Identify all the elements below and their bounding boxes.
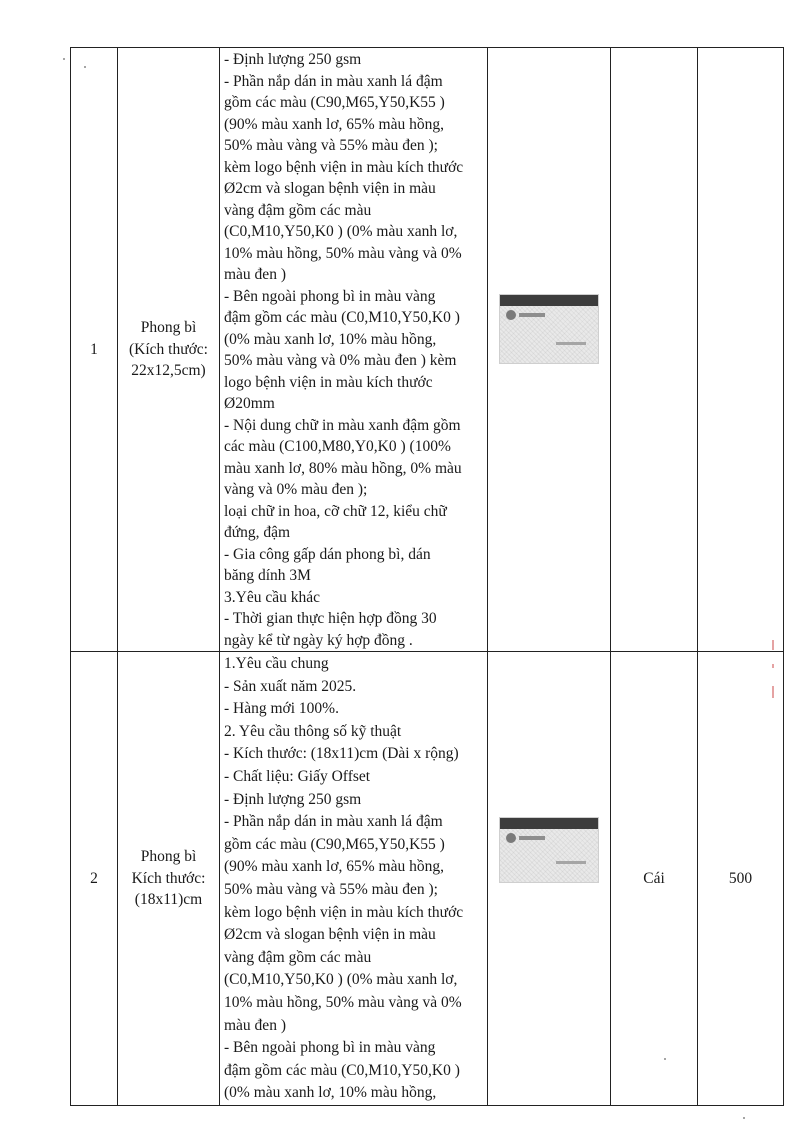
description-lines (224, 49, 483, 651)
item-name-line: Phong bì (140, 319, 197, 337)
scan-speck (84, 66, 86, 68)
description-line: vàng đậm gồm các màu (224, 948, 372, 966)
item-name-line: Phong bì (140, 848, 197, 866)
item-name-line: (18x11)cm (134, 891, 203, 909)
description-line: logo bệnh viện in màu kích thước (224, 373, 433, 391)
description-line: (0% màu xanh lơ, 10% màu hồng, (224, 1084, 437, 1102)
description-line: đứng, đậm (224, 524, 291, 541)
description-line: (C0,M10,Y50,K0 ) (0% màu xanh lơ, (224, 223, 458, 240)
description-line: - Phần nắp dán in màu xanh lá đậm (224, 813, 443, 831)
description-line: đậm gồm các màu (C0,M10,Y50,K0 ) (224, 309, 460, 326)
stt-cell: 2 (71, 652, 118, 1106)
description-line: loại chữ in hoa, cỡ chữ 12, kiểu chữ (224, 502, 447, 520)
description-line: - Bên ngoài phong bì in màu vàng (224, 287, 436, 305)
envelope-image (499, 294, 599, 364)
description-line: 10% màu hồng, 50% màu vàng và 0% (224, 244, 462, 262)
description-line: (0% màu xanh lơ, 10% màu hồng, (224, 330, 437, 348)
description-line: 50% màu vàng và 55% màu đen ); (224, 880, 438, 898)
scan-speck (63, 58, 65, 60)
description-cell (220, 48, 488, 652)
description-line: - Sản xuất năm 2025. (224, 677, 357, 695)
image-cell (488, 48, 611, 652)
quantity-cell: 500 (698, 652, 784, 1106)
description-line: 2. Yêu cầu thông số kỹ thuật (224, 722, 402, 740)
stt-cell: 1 (71, 48, 118, 652)
table-row (71, 48, 784, 652)
item-name-cell (118, 48, 220, 652)
description-line: các màu (C100,M80,Y0,K0 ) (100% (224, 438, 451, 455)
unit-cell (611, 48, 698, 652)
description-line: - Bên ngoài phong bì in màu vàng (224, 1039, 436, 1057)
description-cell (220, 652, 488, 1106)
description-line: (90% màu xanh lơ, 65% màu hồng, (224, 115, 444, 133)
scan-edge-mark (770, 640, 776, 710)
description-line: màu đen ) (224, 1016, 286, 1034)
scan-speck (743, 1117, 745, 1119)
description-line: - Hàng mới 100%. (224, 700, 339, 718)
scan-speck (664, 1058, 666, 1060)
unit-cell: Cái (611, 652, 698, 1106)
description-line: - Gia công gấp dán phong bì, dán (224, 545, 431, 563)
description-line: băng dính 3M (224, 567, 311, 584)
table-row (71, 652, 784, 1106)
description-line: gồm các màu (C90,M65,Y50,K55 ) (224, 94, 445, 111)
description-line: 10% màu hồng, 50% màu vàng và 0% (224, 993, 462, 1011)
description-line: 3.Yêu cầu khác (224, 588, 320, 606)
quantity-cell (698, 48, 784, 652)
description-line: - Định lượng 250 gsm (224, 51, 362, 68)
description-line: 1.Yêu cầu chung (224, 655, 329, 672)
item-name-line: (Kích thước: (128, 340, 208, 358)
description-line: - Thời gian thực hiện hợp đồng 30 (224, 610, 437, 627)
description-line: - Định lượng 250 gsm (224, 790, 362, 808)
description-line: kèm logo bệnh viện in màu kích thước (224, 158, 464, 176)
description-line: vàng và 0% màu đen ); (224, 481, 368, 498)
description-line: kèm logo bệnh viện in màu kích thước (224, 903, 464, 921)
description-line: - Phần nắp dán in màu xanh lá đậm (224, 72, 443, 90)
description-lines (224, 653, 483, 1105)
description-line: gồm các màu (C90,M65,Y50,K55 ) (224, 835, 445, 853)
description-line: Ø2cm và slogan bệnh viện in màu (224, 926, 436, 944)
item-name-cell (118, 652, 220, 1106)
item-name-line: 22x12,5cm) (131, 362, 206, 380)
description-line: màu xanh lơ, 80% màu hồng, 0% màu (224, 459, 462, 477)
description-line: - Nội dung chữ in màu xanh đậm gồm (224, 416, 461, 434)
envelope-image (499, 817, 599, 883)
description-line: ngày kể từ ngày ký hợp đồng . (224, 631, 413, 649)
image-cell (488, 652, 611, 1106)
description-line: 50% màu vàng và 0% màu đen ) kèm (224, 352, 457, 369)
spec-table (70, 47, 784, 1106)
description-line: 50% màu vàng và 55% màu đen ); (224, 137, 438, 154)
item-name-line: Kích thước: (131, 869, 206, 887)
description-line: - Kích thước: (18x11)cm (Dài x rộng) (224, 745, 459, 763)
description-line: vàng đậm gồm các màu (224, 201, 372, 219)
description-line: Ø2cm và slogan bệnh viện in màu (224, 180, 436, 197)
description-line: (90% màu xanh lơ, 65% màu hồng, (224, 858, 444, 876)
description-line: - Chất liệu: Giấy Offset (224, 767, 371, 785)
description-line: màu đen ) (224, 266, 286, 283)
description-line: Ø20mm (224, 395, 275, 412)
description-line: đậm gồm các màu (C0,M10,Y50,K0 ) (224, 1061, 460, 1079)
description-line: (C0,M10,Y50,K0 ) (0% màu xanh lơ, (224, 971, 458, 989)
